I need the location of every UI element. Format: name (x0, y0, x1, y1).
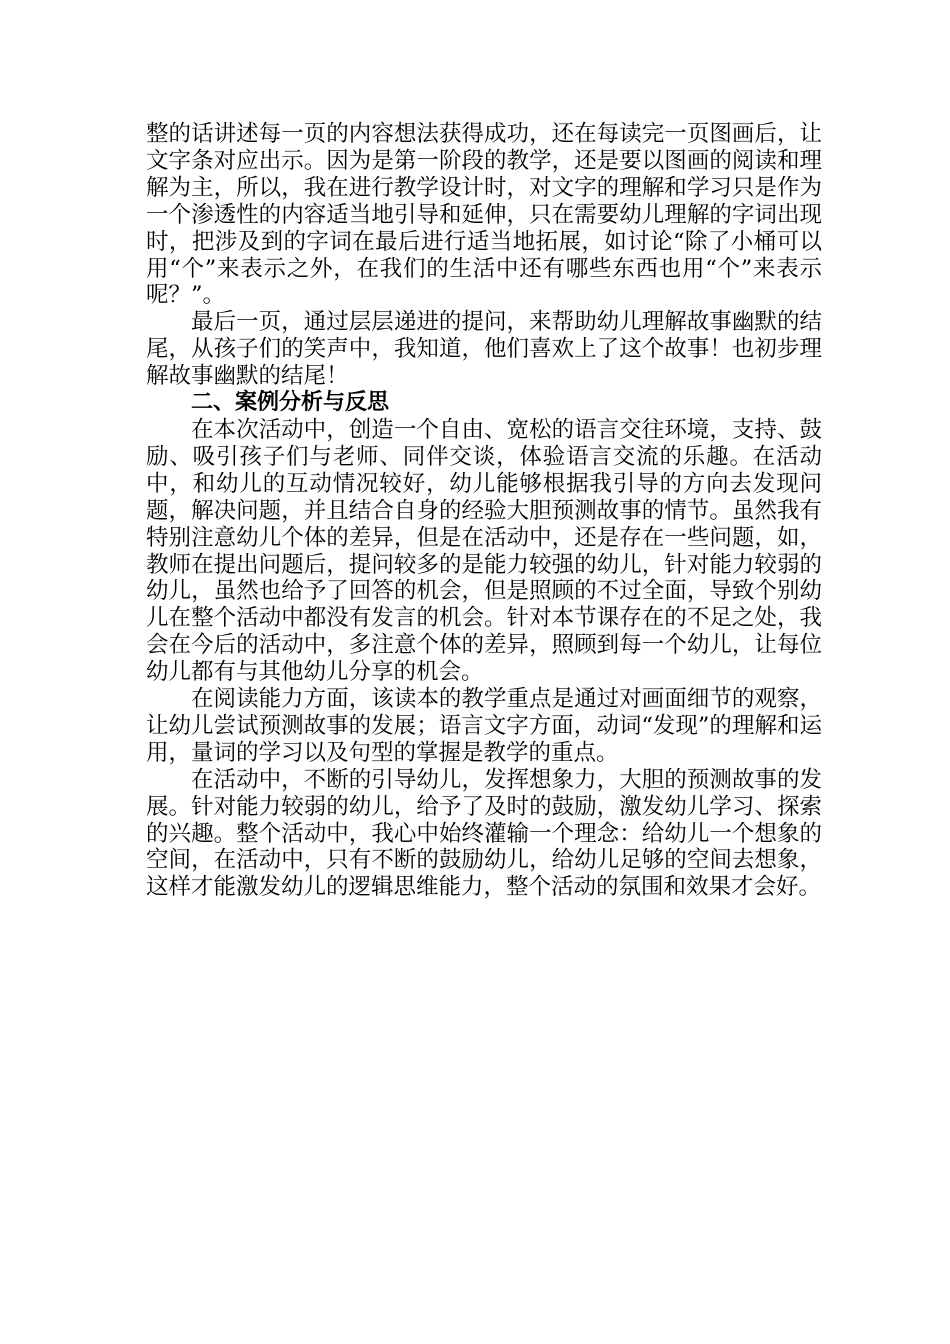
paragraph-continued: 整的话讲述每一页的内容想法获得成功，还在每读完一页图画后，让文字条对应出示。因为是第一阶段的教学，还是要以图画的阅读和理解为主，所以，我在进行教学设计时，对文字的理解和学习只是作为一个渗透性的内容适当地引导和延伸，只在需要幼儿理解的字词出现时，把涉及到的字词在最后进行适当地拓展，如讨论“除了小桶可以用“个”来表示之外，在我们的生活中还有哪些东西也用“个”来表示呢？”。 (146, 121, 822, 309)
section-heading: 二、案例分析与反思 (191, 390, 390, 416)
paragraph-ending-discussion: 最后一页，通过层层递进的提问，来帮助幼儿理解故事幽默的结尾，从孩子们的笑声中，我知道，他们喜欢上了这个故事！也初步理解故事幽默的结尾！ (146, 309, 822, 390)
paragraph-activity-reflection: 在本次活动中，创造一个自由、宽松的语言交往环境，支持、鼓励、吸引孩子们与老师、同伴交谈，体验语言交流的乐趣。在活动中，和幼儿的互动情况较好，幼儿能够根据我引导的方向去发现问题，解决问题，并且结合自身的经验大胆预测故事的情节。虽然我有特别注意幼儿个体的差异，但是在活动中，还是存在一些问题，如，教师在提出问题后，提问较多的是能力较强的幼儿，针对能力较弱的幼儿，虽然也给予了回答的机会，但是照顾的不过全面，导致个别幼儿在整个活动中都没有发言的机会。针对本节课存在的不足之处，我会在今后的活动中，多注意个体的差异，照顾到每一个幼儿，让每位幼儿都有与其他幼儿分享的机会。 (146, 416, 822, 686)
document-page (146, 121, 822, 901)
paragraph-imagination: 在活动中，不断的引导幼儿，发挥想象力，大胆的预测故事的发展。针对能力较弱的幼儿，给予了及时的鼓励，激发幼儿学习、探索的兴趣。整个活动中，我心中始终灌输一个理念：给幼儿一个想象的空间，在活动中，只有不断的鼓励幼儿，给幼儿足够的空间去想象，这样才能激发幼儿的逻辑思维能力，整个活动的氛围和效果才会好。 (146, 766, 822, 901)
paragraph-reading-ability: 在阅读能力方面，该读本的教学重点是通过对画面细节的观察，让幼儿尝试预测故事的发展；语言文字方面，动词“发现”的理解和运用，量词的学习以及句型的掌握是教学的重点。 (146, 686, 822, 766)
